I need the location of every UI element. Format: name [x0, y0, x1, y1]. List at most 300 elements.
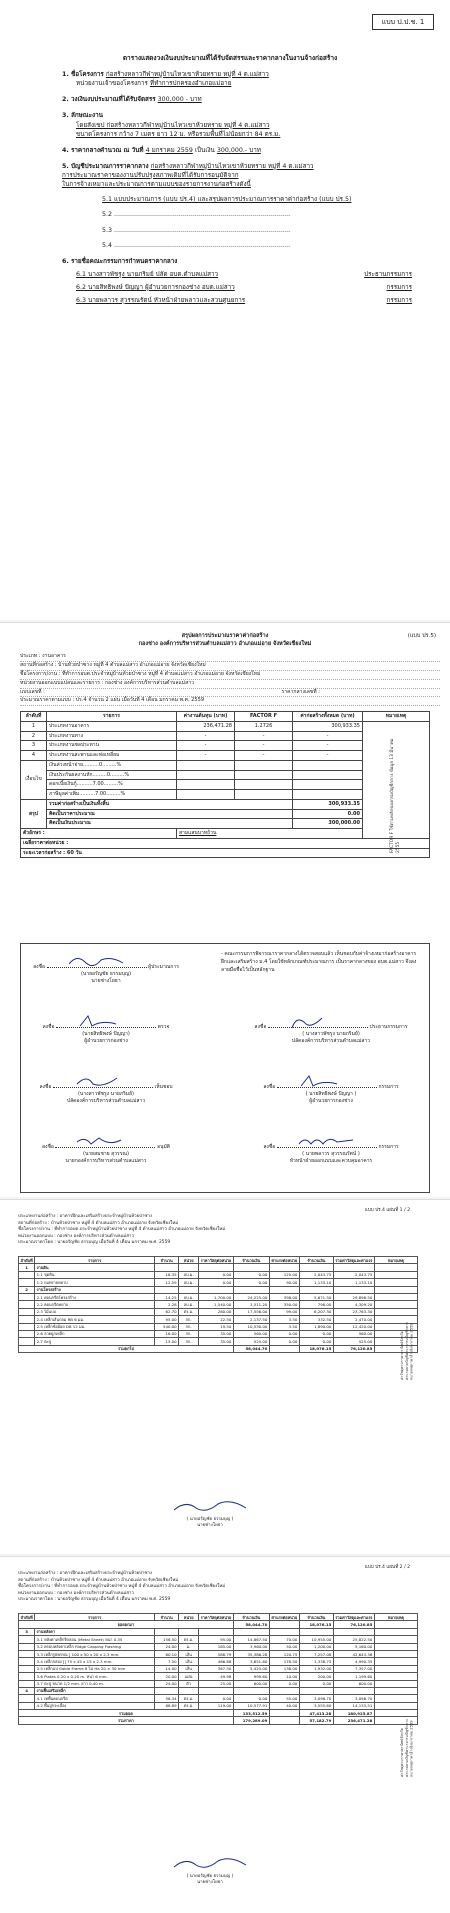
- handwritten-signature: [297, 1134, 357, 1148]
- cell-la: 2,043.75: [299, 1271, 333, 1278]
- signature-block: [241, 1138, 421, 1164]
- cell-qty: 95.00: [155, 1316, 179, 1323]
- signer-title: หัวหน้าฝ่ายออกแบบและควบคุมอาคาร: [289, 1157, 373, 1164]
- estimate-item-text: 5.3: [102, 226, 113, 234]
- words-label: ตัวอักษร :: [21, 829, 177, 839]
- info-row: ประเภท : งานอาคาร: [20, 653, 440, 662]
- total-label: รวมยกไป: [19, 1345, 234, 1352]
- summary-header-row: [21, 712, 430, 722]
- signature-line: [53, 1078, 153, 1088]
- cell-qty: 56.34: [155, 1695, 179, 1702]
- cell-mp: 95.00: [199, 1636, 234, 1643]
- committee-name: 6.1 นางสาวพัชรูง นายภริมย์ ปลัด อบต.ตำบลแม่สาว: [76, 270, 219, 278]
- signature-block: [31, 1078, 181, 1104]
- cell-unit: ตัว: [179, 1680, 199, 1687]
- cell-ma: 3,511.20: [233, 1301, 269, 1308]
- side-note: ค่าวัสดุตามราคาพาณิชย์จังหวัด: [400, 1331, 404, 1380]
- cell-la: 0.00: [299, 1680, 333, 1687]
- signature-block: [31, 1018, 181, 1044]
- cell-ma: [233, 1687, 269, 1694]
- cell-tot: [333, 1264, 374, 1271]
- sign-label: ลงชื่อ: [41, 1144, 54, 1150]
- cell-lp: 120.75: [269, 1650, 299, 1657]
- cell-item: งานหลังคา: [35, 1628, 155, 1635]
- median-value: 300,000.- บาท: [216, 146, 261, 154]
- section-work-type: [62, 111, 412, 138]
- cell-ma: 0.00: [233, 1271, 269, 1278]
- col-header: รายการ: [35, 1614, 155, 1621]
- col-header: ราคาวัสดุต่อหน่วย: [200, 1614, 232, 1620]
- page-pr-5-summary: [0, 622, 450, 1197]
- signature-block: [241, 1078, 421, 1104]
- cell-no: [19, 1673, 35, 1680]
- cell-total: -: [293, 741, 363, 751]
- total-row: [19, 1717, 418, 1724]
- cell-lp: [269, 1628, 299, 1635]
- table-row: [19, 1702, 418, 1709]
- cell-factor: -: [235, 731, 293, 741]
- col-header: จำนวนเงิน: [233, 1257, 269, 1264]
- cell-item: 3.6 Plates 0.20 x 0.20 m. หนา 6 mm.: [35, 1673, 155, 1680]
- signature-line: [277, 1138, 377, 1148]
- cell-lp: 125.00: [269, 1271, 299, 1278]
- header-line: สถานที่ก่อสร้าง : บ้านห้วยป่าซาง หมู่ที่ 4 ตำบลแม่สาว อำเภอแม่อาย จังหวัดเชียงใหม่: [18, 1577, 179, 1583]
- section-label: 2. วงเงินงบประมาณที่ได้รับจัดสรร: [62, 96, 156, 104]
- committee-role: ประธานกรรมการ: [364, 270, 412, 278]
- subtotal-labour: 47,413.28: [299, 1710, 333, 1717]
- cell-la: [299, 1687, 333, 1694]
- estimate-item: 5.3 ........................................................................................: [102, 226, 291, 234]
- cell-no: [19, 1658, 35, 1665]
- col-header: หมายเหตุ: [374, 1614, 417, 1621]
- cell-qty: 16.35: [155, 1271, 179, 1278]
- subtotal-row: [19, 1710, 418, 1717]
- cell-qty: [155, 1286, 179, 1293]
- section-budget: [62, 95, 412, 104]
- section-median-price: [62, 146, 412, 155]
- cell-no: 2: [21, 731, 47, 741]
- signature-line: [277, 1078, 377, 1088]
- col-header: ราคาวัสดุต่อหน่วย: [200, 1257, 232, 1263]
- cell-unit: ตร.ม.: [179, 1636, 199, 1643]
- cell-qty: 16.00: [155, 1330, 179, 1337]
- cell-item: 4.2 พื้นปูกระเบื้อง: [35, 1702, 155, 1709]
- total-label: รวมราคา: [19, 1717, 234, 1724]
- cell-lp: 70.00: [269, 1636, 299, 1643]
- cell-qty: [155, 1687, 179, 1694]
- signer-title: ผู้อำนวยการกองช่าง: [84, 1037, 128, 1044]
- signature-line: [268, 1018, 368, 1028]
- col-header: รวมค่าวัสดุและค่าแรง: [335, 1257, 373, 1263]
- cell-item: ประเภทงานชลประทาน: [47, 741, 177, 751]
- cell-lp: 99.00: [269, 1308, 299, 1315]
- cell-unit: ลบ.ม.: [179, 1301, 199, 1308]
- cell-tot: 560.00: [333, 1330, 374, 1337]
- page-pr-4-sheet-1: [0, 1199, 450, 1554]
- estimate-body: [19, 1264, 418, 1345]
- cell-lp: 50.00: [269, 1643, 299, 1650]
- cell-item: ประเภทงานสะพานและท่อเหลี่ยม: [47, 751, 177, 761]
- cell-unit: [179, 1628, 199, 1635]
- summary-item-value: 300,000.00: [293, 819, 363, 829]
- cell-factor: -: [235, 751, 293, 761]
- cell-tot: 5,160.00: [333, 1643, 374, 1650]
- estimate-line-3: ในการจ้างเหมาและประมาณการตามแบบของรายการงานก่อสร้างดังนี้: [62, 181, 251, 189]
- table-row: [19, 1308, 418, 1315]
- cell-unit: เส้น: [179, 1658, 199, 1665]
- cell-no: 4: [19, 1687, 35, 1694]
- cell-la: 1,890.00: [299, 1323, 333, 1330]
- summary-item-value: 300,933.35: [293, 799, 363, 809]
- signature-block: [31, 1138, 181, 1164]
- cell-item: ประเภทงานอาคาร: [47, 721, 177, 731]
- table-row: [19, 1330, 418, 1337]
- sign-label: ลงชื่อ: [254, 1024, 267, 1030]
- col-header: หน่วย: [179, 1614, 199, 1621]
- section-label: 6. รายชื่อคณะกรรมการกำหนดราคากลาง: [62, 257, 178, 265]
- cell-lp: [269, 1264, 299, 1271]
- table-row: [19, 1286, 418, 1293]
- cell-no: [19, 1643, 35, 1650]
- cell-mp: 486.88: [199, 1658, 234, 1665]
- cell-factor: 1.2726: [235, 721, 293, 731]
- signer-name: (นายอรัญชัย ธรรมบุญ): [80, 970, 132, 977]
- signature-line: [47, 958, 147, 968]
- cell-qty: 15.00: [155, 1338, 179, 1345]
- summary-item-label: คิดเป็นเงินประมาณ: [47, 819, 293, 829]
- cell-qty: 2.28: [155, 1301, 179, 1308]
- col-header: ลำดับที่: [21, 712, 47, 722]
- table-row: [19, 1695, 418, 1702]
- cell-unit: [179, 1687, 199, 1694]
- cell-la: 7,257.08: [299, 1650, 333, 1657]
- signature-block: [241, 1018, 421, 1044]
- cell-mp: 19.50: [199, 1323, 234, 1330]
- total-sum: 236,471.28: [333, 1717, 374, 1724]
- table-row: [19, 1293, 418, 1300]
- cell-unit: กก.: [179, 1338, 199, 1345]
- handwritten-signature: [67, 954, 127, 968]
- cell-qty: 24.00: [155, 1680, 179, 1687]
- duration-row: [21, 848, 430, 858]
- factor-note: FACTOR F ใช้ตามหลักของกรมบัญชีกลาง ข้อมูล 13 มีนาคม 2555: [390, 738, 401, 853]
- cell-la: 10,955.00: [299, 1636, 333, 1643]
- cell-ma: 10,577.91: [233, 1702, 269, 1709]
- section-price-estimate: [62, 162, 412, 250]
- col-header: ลำดับที่: [20, 1614, 33, 1620]
- condition-text: ภาษีมูลค่าเพิ่ม..........7.00.........%: [47, 790, 177, 800]
- cell-ma: 0.00: [233, 1279, 269, 1286]
- cell-unit: ลบ.ม.: [179, 1293, 199, 1300]
- header-line: ประเภทงานก่อสร้าง : อาคารฝึกและเสริมสร้างประจำหมู่บ้านห้วยป่าซาง: [18, 1214, 153, 1219]
- committee-row: [76, 296, 412, 305]
- col-header: จำนวนเงิน: [299, 1257, 333, 1264]
- cell-mp: 49.98: [199, 1673, 234, 1680]
- cell-factor: -: [235, 741, 293, 751]
- cell-tot: 29,896.50: [333, 1293, 374, 1300]
- estimate-item: [102, 195, 412, 204]
- estimate-body: [19, 1628, 418, 1709]
- cell-lp: 0.00: [269, 1338, 299, 1345]
- cell-mp: 35.00: [199, 1330, 234, 1337]
- table-row: [19, 1665, 418, 1672]
- cell-mp: 280.00: [199, 1308, 234, 1315]
- page-pr-4-sheet-2: [0, 1556, 450, 1913]
- cell-tot: 1,199.60: [333, 1673, 374, 1680]
- cell-mp: 0.00: [199, 1271, 234, 1278]
- total-labour: 18,076.15: [299, 1345, 333, 1352]
- project-name-value: ก่อสร้างหลาวกีฬาหมู่บ้านไหวเขาห้วยทราย หมู่ที่ 4 ต.แม่สาว: [105, 71, 269, 78]
- header-line: หน่วยงานออกแบบ : กองช่าง องค์การบริหารส่วนตำบลแม่สาว: [18, 1590, 134, 1596]
- cell-ma: 35,386.28: [233, 1650, 269, 1657]
- page-pp-1-form: [0, 0, 450, 620]
- cell-item: 3.3 เหล็กรูปพรรณ [ 100 x 50 x 20 x 2.3 mm.: [35, 1650, 155, 1657]
- cell-item: 2.5 เหล็กข้ออ้อย DB 12 มม.: [35, 1323, 155, 1330]
- cell-mp: 1,700.00: [199, 1293, 234, 1300]
- signer-title: ผู้อำนวยการกองช่าง: [309, 1097, 353, 1104]
- cell-qty: [155, 1628, 179, 1635]
- page-title: ตารางแสดงวงเงินงบประมาณที่ได้รับจัดสรรและราคากลางในงานจ้างก่อสร้าง: [122, 54, 338, 62]
- total-row: [19, 1345, 418, 1352]
- cell-mp: [199, 1264, 234, 1271]
- total-material: 179,289.09: [233, 1717, 269, 1724]
- summary-table: [20, 711, 430, 858]
- handwritten-signature: [73, 1074, 123, 1090]
- cell-item: 2.3 ไม้แบบ: [35, 1308, 155, 1315]
- form-code-box: แบบ ป.ป.ช. 1: [372, 14, 434, 30]
- handwritten-signature: [297, 1074, 347, 1090]
- cell-tot: [333, 1687, 374, 1694]
- section-label: 3. ลักษณะงาน: [62, 112, 103, 120]
- total-labour: 57,182.79: [299, 1717, 333, 1724]
- cell-tot: 525.00: [333, 1338, 374, 1345]
- estimate-line-1: ก่อสร้างหลาวกีฬาหมู่บ้านไหวเขาห้วยทราย หมู่ที่ 4 ต.แม่สาว: [150, 162, 314, 170]
- col-header: ลำดับที่: [20, 1257, 33, 1263]
- cell-unit: ม.: [179, 1643, 199, 1650]
- sign-label: ลงชื่อ: [263, 1144, 276, 1150]
- table-row: [19, 1316, 418, 1323]
- signer-role: กรรมการ: [378, 1144, 399, 1150]
- cell-lp: [269, 1687, 299, 1694]
- cell-no: [19, 1279, 35, 1286]
- table-row: [19, 1687, 418, 1694]
- section-label: 4. ราคากลางคำนวณ ณ วันที่: [62, 146, 144, 154]
- signer-name: ( นายอรัญชัย ธรรมบุญ ): [186, 1516, 234, 1522]
- condition-text: เงินประกันผลงานหัก.........0.........%: [47, 770, 177, 780]
- header-line: ประเภทงานก่อสร้าง : อาคารฝึกและเสริมสร้างประจำหมู่บ้านห้วยป่าซาง: [18, 1571, 153, 1576]
- cell-ma: 10,530.00: [233, 1323, 269, 1330]
- cell-la: 1,133.10: [299, 1279, 333, 1286]
- subtotal-label: รวมยอด: [19, 1710, 234, 1717]
- cell-cost: 236,471.28: [177, 721, 235, 731]
- cell-la: 6,207.30: [299, 1308, 333, 1315]
- cell-ma: 17,556.00: [233, 1308, 269, 1315]
- header-line: หน่วยงานออกแบบ : กองช่าง องค์การบริหารส่วนตำบลแม่สาว: [18, 1233, 134, 1239]
- header-line: ประมาณราคาโดย : นายอรัญชัย ธรรมบุญ เมื่อวันที่ 4 เดือน มกราคม พ.ศ. 2559: [18, 1240, 171, 1246]
- signer-name: ( นางสาวพัชรูง นายภริมย์): [302, 1030, 360, 1037]
- handwritten-signature: [288, 1014, 328, 1032]
- handwritten-signature: [75, 1134, 125, 1150]
- signer-name: (นางสาวพัชรูง นายภริมย์): [77, 1090, 134, 1097]
- median-date: 4 มกราคม 2559: [145, 146, 193, 154]
- condition-text: ดอกเบี้ยเงินกู้..........7.00.........%: [47, 780, 177, 790]
- signer-role: ตรวจ: [157, 1024, 170, 1030]
- agency-label: หน่วยงานเจ้าของโครงการ: [76, 80, 148, 88]
- cell-mp: 119.00: [199, 1702, 234, 1709]
- cell-no: [19, 1636, 35, 1643]
- cell-item: งานโครงสร้าง: [35, 1286, 155, 1293]
- table-row: [19, 1673, 418, 1680]
- cell-no: [19, 1330, 35, 1337]
- cell-lp: 138.00: [269, 1665, 299, 1672]
- condition-text: เงินล่วงหน้าจ่าย..........0.........%: [47, 760, 177, 770]
- cell-no: 3: [21, 741, 47, 751]
- cell-cost: -: [177, 741, 235, 751]
- table-row: [19, 1628, 418, 1635]
- cell-qty: 14.00: [155, 1665, 179, 1672]
- cell-item: 1.2 ถมทรายหยาบ: [35, 1279, 155, 1286]
- cell-ma: 0.00: [233, 1695, 269, 1702]
- cell-lp: 40.00: [269, 1702, 299, 1709]
- cell-tot: 3,098.70: [333, 1695, 374, 1702]
- section-label: 5. บัญชีประมาณการราคากลาง: [62, 162, 149, 170]
- subtotal-sum: 180,925.87: [333, 1710, 374, 1717]
- cell-item: 3.1 หลังคาเหล็กรีดลอน (Metal Sheet) หนา 0.35: [35, 1636, 155, 1643]
- side-note: ค่าแรงตามบัญชีค่าแรงกรมบัญชีกลาง: [404, 1322, 409, 1380]
- cell-item: 2.7 ตะปู: [35, 1338, 155, 1345]
- signer-role: อนุมัติ: [157, 1144, 171, 1150]
- cell-qty: 60.10: [155, 1650, 179, 1657]
- cell-no: 2: [19, 1286, 35, 1293]
- signature-panel: [20, 943, 430, 1193]
- cell-qty: 7.50: [155, 1658, 179, 1665]
- cell-item: 2.1 คอนกรีตโครงสร้าง: [35, 1293, 155, 1300]
- cell-total: -: [293, 751, 363, 761]
- sheet-header: [18, 1571, 428, 1604]
- table-row: [19, 1271, 418, 1278]
- handwritten-signature: [170, 1500, 250, 1514]
- sign-label: ลงชื่อ: [39, 1084, 52, 1090]
- cell-no: [19, 1338, 35, 1345]
- estimate-item: 5.4 ........................................................................................: [102, 241, 291, 249]
- cell-mp: 22.50: [199, 1316, 234, 1323]
- side-note: หมายเหตุราคาอ้างอิงมกราคม 2559: [409, 1323, 414, 1380]
- summary-org: กองช่าง องค์การบริหารส่วนตำบลแม่สาว อำเภอแม่อาย จังหวัดเชียงใหม่: [138, 640, 312, 647]
- table-row: [19, 1338, 418, 1345]
- estimate-item-text: 5.1 แบบประมาณการ (แบบ ปร.4) และสรุปผลการประมาณการราคาค่าก่อสร้าง (แบบ ปร.5): [102, 196, 352, 204]
- cell-qty: 88.89: [155, 1702, 179, 1709]
- carry-label: ยอดยกมา: [19, 1621, 234, 1628]
- signer-name: (นายสิทธิพงษ์ ปัญญา): [82, 1030, 130, 1037]
- cell-lp: 10.00: [269, 1673, 299, 1680]
- table-header-row: [19, 1257, 418, 1264]
- cell-item: งานพื้นเสริมเหล็ก: [35, 1687, 155, 1694]
- table-row: [19, 1643, 418, 1650]
- cell-la: 1,932.00: [299, 1665, 333, 1672]
- header-line: ชื่อโครงการ/งาน : ที่ทำการอบต.ประจำหมู่บ้านห้วยป่าซาง หมู่ที่ 4 ตำบลแม่สาว อำเภอแม่อาย จังหวัดเชียงใหม่: [18, 1584, 226, 1590]
- cell-tot: 7,357.00: [333, 1665, 374, 1672]
- cell-tot: 600.00: [333, 1680, 374, 1687]
- form-code: (แบบ ปร.5): [407, 633, 436, 639]
- cell-no: 3: [19, 1628, 35, 1635]
- cell-item: 3.4 เหล็กกล่อง [] 75 x 45 x 15 x 2.3 mm.: [35, 1658, 155, 1665]
- col-header: จำนวน: [155, 1257, 179, 1264]
- col-header: หมายเหตุ: [374, 1257, 417, 1264]
- cell-mp: [199, 1286, 234, 1293]
- cell-unit: ตร.ม.: [179, 1695, 199, 1702]
- signer-role: เห็นชอบ: [154, 1084, 173, 1090]
- cell-la: 798.00: [299, 1301, 333, 1308]
- cell-la: [299, 1286, 333, 1293]
- sheet-number: แบบ ปร.4 แผ่นที่ 1 / 2: [364, 1208, 410, 1213]
- cell-no: [19, 1650, 35, 1657]
- cell-unit: ลบ.ม.: [179, 1271, 199, 1278]
- area-row: [21, 838, 430, 848]
- summary-item-value: 0.00: [293, 809, 363, 819]
- estimate-item-text: 5.4: [102, 241, 113, 249]
- cell-no: [19, 1271, 35, 1278]
- cell-no: 1: [19, 1264, 35, 1271]
- cell-no: [19, 1301, 35, 1308]
- budget-value: 300,000 - บาท: [157, 96, 202, 104]
- cell-mp: [199, 1628, 234, 1635]
- cell-mp: 1,540.00: [199, 1301, 234, 1308]
- cell-item: 2.6 ลวดผูกเหล็ก: [35, 1330, 155, 1337]
- agency-value: ที่ทำการปกครองอำเภอแม่อาย: [149, 80, 232, 88]
- cell-unit: กก.: [179, 1330, 199, 1337]
- col-header: ค่าแรงต่อหน่วย: [269, 1614, 299, 1621]
- cell-no: 4: [21, 751, 47, 761]
- cell-ma: 560.00: [233, 1330, 269, 1337]
- cell-unit: กก.: [179, 1316, 199, 1323]
- cell-la: 3,555.60: [299, 1702, 333, 1709]
- cell-ma: [233, 1286, 269, 1293]
- median-mid-label: เป็นเงิน: [194, 146, 215, 154]
- cell-cost: -: [177, 751, 235, 761]
- cell-item: 3.5 เหล็กแป Gable Frame 8 ไม่ Ha 20 × 30 mm: [35, 1665, 155, 1672]
- info-row: หน่วยงานออกแบบแปลนและรายการ : กองช่าง องค์การบริหารส่วนตำบลแม่สาว: [20, 680, 440, 689]
- cell-la: 3,098.70: [299, 1695, 333, 1702]
- cell-qty: 24.00: [155, 1643, 179, 1650]
- committee-row: [76, 270, 412, 279]
- cell-tot: 14,133.51: [333, 1702, 374, 1709]
- signer-name: ( นายสิทธิพงษ์ ปัญญา ): [305, 1090, 357, 1097]
- drawing-no: แบบเลขที่ :: [20, 688, 45, 695]
- cell-no: 1: [21, 721, 47, 731]
- committee-role: กรรมการ: [386, 284, 412, 291]
- cell-qty: 14.25: [155, 1293, 179, 1300]
- signer-name: ( นายพลาวร สุวรรณรัตน์ ): [302, 1150, 360, 1157]
- cell-unit: ตร.ม.: [179, 1702, 199, 1709]
- cell-item: งานดิน: [35, 1264, 155, 1271]
- cell-item: 3.2 ครอบหลังคาเหล็ก Ridge Capping Flashing: [35, 1643, 155, 1650]
- table-row: [19, 1264, 418, 1271]
- cell-item: 2.4 เหล็กเส้นกลม RB 6 มม.: [35, 1316, 155, 1323]
- cell-item: ประเภทงานทาง: [47, 731, 177, 741]
- cell-mp: 35.00: [199, 1338, 234, 1345]
- cell-mp: 0.00: [199, 1279, 234, 1286]
- cell-ma: 3,651.60: [233, 1658, 269, 1665]
- signature-line: [56, 1018, 156, 1028]
- cell-unit: เส้น: [179, 1650, 199, 1657]
- cell-lp: [269, 1286, 299, 1293]
- table-header-row: [19, 1614, 418, 1621]
- col-header: ค่างานต้นทุน (บาท): [177, 712, 235, 722]
- col-header: จำนวนเงิน: [299, 1614, 333, 1621]
- cell-unit: เส้น: [179, 1665, 199, 1672]
- work-summary: โดยสังเขป ก่อสร้างหลาวกีฬาหมู่บ้านไหวเขาห้วยทราย หมู่ที่ 4 ต.แม่สาว: [76, 121, 270, 129]
- area-label: เฉลี่ยราคาต่อหน่วย :: [21, 838, 430, 848]
